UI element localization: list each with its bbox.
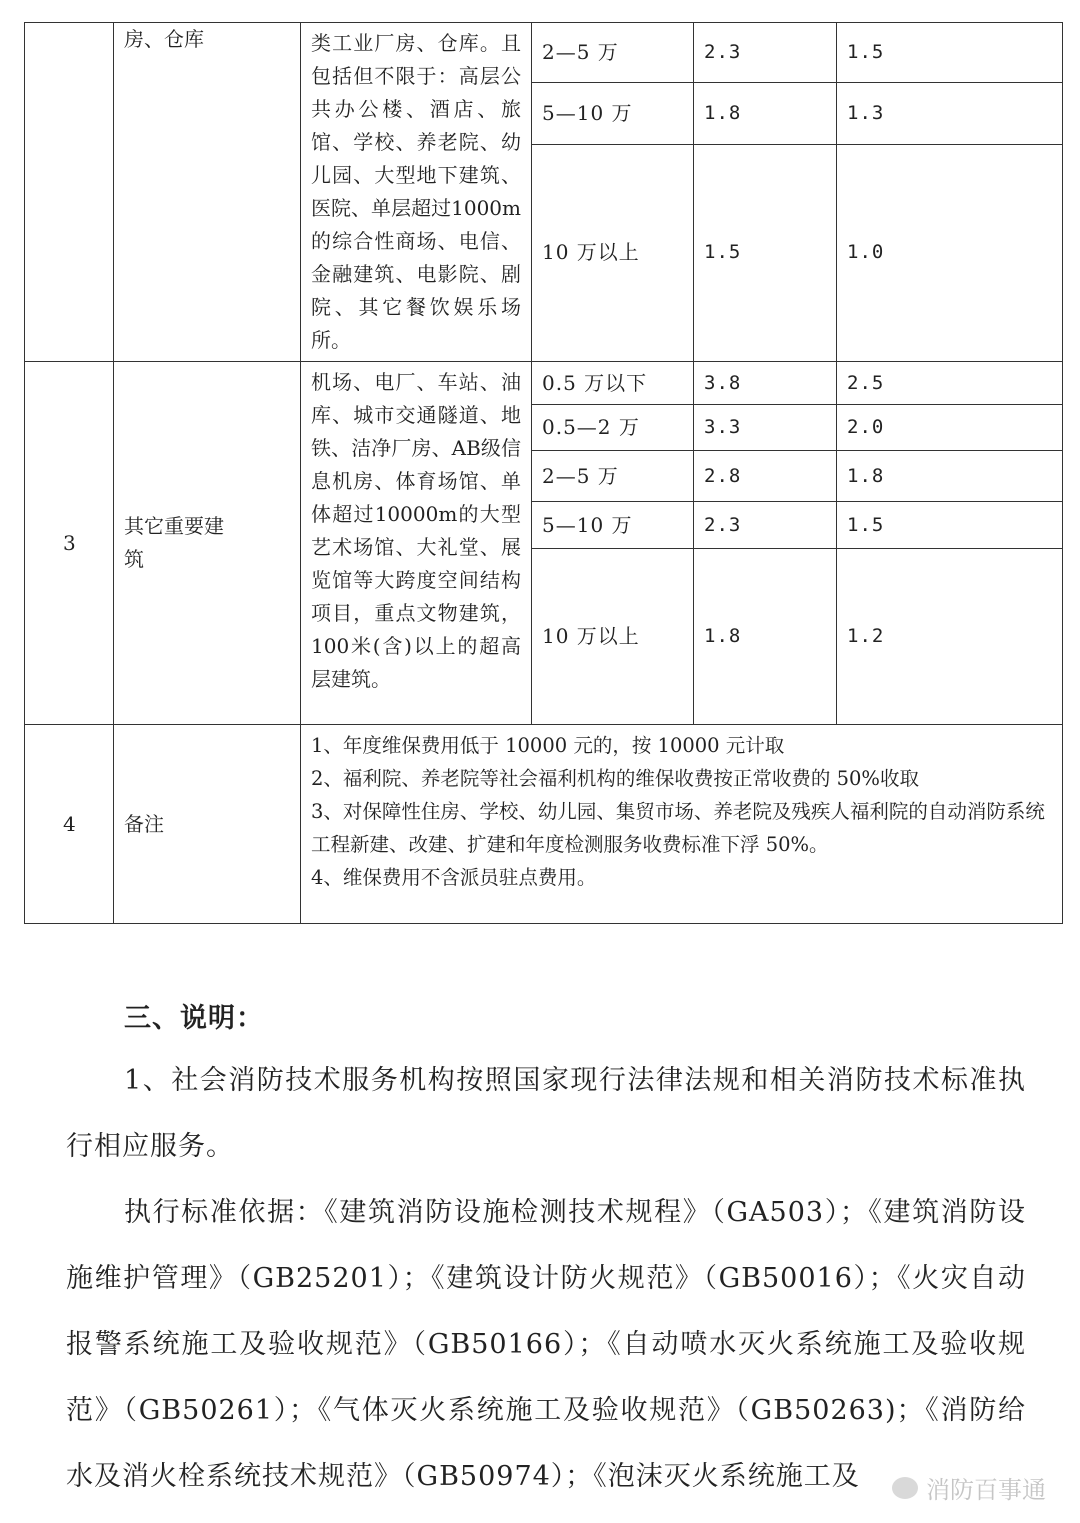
rate-cell: 1.8	[694, 549, 837, 725]
rate-cell: 1.8	[694, 83, 837, 144]
note-line: 1、年度维保费用低于 10000 元的，按 10000 元计取	[311, 734, 785, 757]
row-number-cell: 4	[25, 725, 114, 924]
note-line: 2、福利院、养老院等社会福利机构的维保收费按正常收费的 50%收取	[311, 767, 919, 790]
rate-cell: 3.3	[694, 405, 837, 451]
note-line: 3、对保障性住房、学校、幼儿园、集贸市场、养老院及残疾人福利院的自动消防系统工程新建、改建、扩建和年度检测服务收费标准下浮 50%。	[311, 800, 1045, 856]
table-row	[25, 23, 1063, 83]
row-number-cell	[25, 23, 114, 362]
rate-cell: 1.5	[837, 502, 1063, 549]
row-number-cell: 3	[25, 362, 114, 725]
rate-cell: 1.5	[837, 23, 1063, 83]
paragraph-2: 执行标准依据：《建筑消防设施检测技术规程》（GA503）；《建筑消防设施维护管理》（GB25201）；《建筑设计防火规范》（GB50016）；《火灾自动报警系统施工及验收规范》（GB50166）；《自动喷水灭火系统施工及验收规范》（GB50261）；《气体灭火系统施工及验收规范》（GB50263)；《消防给水及消火栓系统技术规范》（GB50974）；《泡沫灭火系统施工及	[66, 1197, 1026, 1492]
section-title: 三、说明：	[124, 1003, 264, 1034]
rate-cell: 1.0	[837, 144, 1063, 361]
rate-cell: 1.3	[837, 83, 1063, 144]
category-cell: 房、仓库	[114, 23, 301, 362]
rate-cell: 2.0	[837, 405, 1063, 451]
area-range-cell: 2—5 万	[532, 23, 694, 83]
description-cell: 类工业厂房、仓库。且包括但不限于：高层公共办公楼、酒店、旅馆、学校、养老院、幼儿园、大型地下建筑、医院、单层超过1000m的综合性商场、电信、金融建筑、电影院、剧院、其它餐饮娱乐场所。	[301, 23, 532, 362]
note-line: 4、维保费用不含派员驻点费用。	[311, 866, 597, 889]
rate-cell: 1.5	[694, 144, 837, 361]
rate-cell: 1.8	[837, 451, 1063, 502]
table-row	[25, 725, 1063, 924]
watermark-text: 消防百事通	[926, 1476, 1046, 1504]
area-range-cell: 5—10 万	[532, 502, 694, 549]
area-range-cell: 5—10 万	[532, 83, 694, 144]
fee-table	[24, 22, 1063, 924]
table-row	[25, 362, 1063, 405]
area-range-cell: 0.5—2 万	[532, 405, 694, 451]
rate-cell: 3.8	[694, 362, 837, 405]
area-range-cell: 0.5 万以下	[532, 362, 694, 405]
area-range-cell: 10 万以上	[532, 144, 694, 361]
description-cell: 机场、电厂、车站、油库、城市交通隧道、地铁、洁净厂房、AB级信息机房、体育场馆、单体超过10000m的大型艺术场馆、大礼堂、展览馆等大跨度空间结构项目，重点文物建筑，100米(含)以上的超高层建筑。	[301, 362, 532, 725]
wechat-icon	[892, 1477, 918, 1499]
rate-cell: 2.3	[694, 23, 837, 83]
rate-cell: 1.2	[837, 549, 1063, 725]
category-cell: 备注	[114, 725, 301, 924]
area-range-cell: 2—5 万	[532, 451, 694, 502]
area-range-cell: 10 万以上	[532, 549, 694, 725]
watermark	[892, 1470, 1046, 1505]
notes-cell	[301, 725, 1063, 924]
rate-cell: 2.8	[694, 451, 837, 502]
paragraph-1: 1、社会消防技术服务机构按照国家现行法律法规和相关消防技术标准执行相应服务。	[66, 1065, 1026, 1162]
rate-cell: 2.3	[694, 502, 837, 549]
category-cell: 其它重要建筑	[114, 362, 301, 725]
rate-cell: 2.5	[837, 362, 1063, 405]
